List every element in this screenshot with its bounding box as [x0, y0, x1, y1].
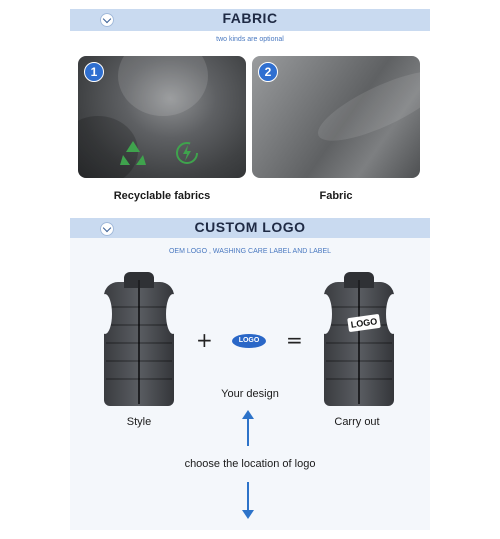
fabric-option-2-caption: Fabric — [319, 190, 353, 202]
logo-badge: LOGO — [347, 314, 381, 332]
result-vest-image — [320, 272, 398, 406]
fabric-option-2-image — [252, 56, 420, 178]
eco-energy-icon — [174, 140, 200, 166]
plus-sign: + — [196, 328, 213, 352]
fabric-section-subtitle: two kinds are optional — [216, 36, 284, 43]
carry-out-label: Carry out — [334, 416, 380, 428]
logo-section-header — [70, 218, 430, 240]
fabric-section-header — [70, 9, 430, 31]
fabric-option-2-number: 2 — [258, 62, 278, 82]
logo-section-title: CUSTOM LOGO — [194, 219, 306, 235]
fabric-option-1-number: 1 — [84, 62, 104, 82]
fabric-option-1-image — [78, 56, 246, 178]
recycle-icon — [118, 138, 148, 168]
fabric-option-1-caption: Recyclable fabrics — [113, 190, 211, 202]
style-label: Style — [126, 416, 152, 428]
logo-location-label: choose the location of logo — [184, 458, 316, 470]
style-vest-image — [100, 272, 178, 406]
your-design-label: Your design — [221, 388, 279, 400]
fabric-section-title: FABRIC — [222, 10, 278, 26]
arrow-up-shaft — [247, 418, 249, 446]
logo-section-subtitle: OEM LOGO , WASHING CARE LABEL AND LABEL — [168, 248, 332, 255]
logo-pill: LOGO — [232, 334, 266, 348]
equals-sign: = — [286, 328, 303, 352]
arrow-down-shaft — [247, 482, 249, 512]
arrow-down-icon — [242, 510, 254, 519]
